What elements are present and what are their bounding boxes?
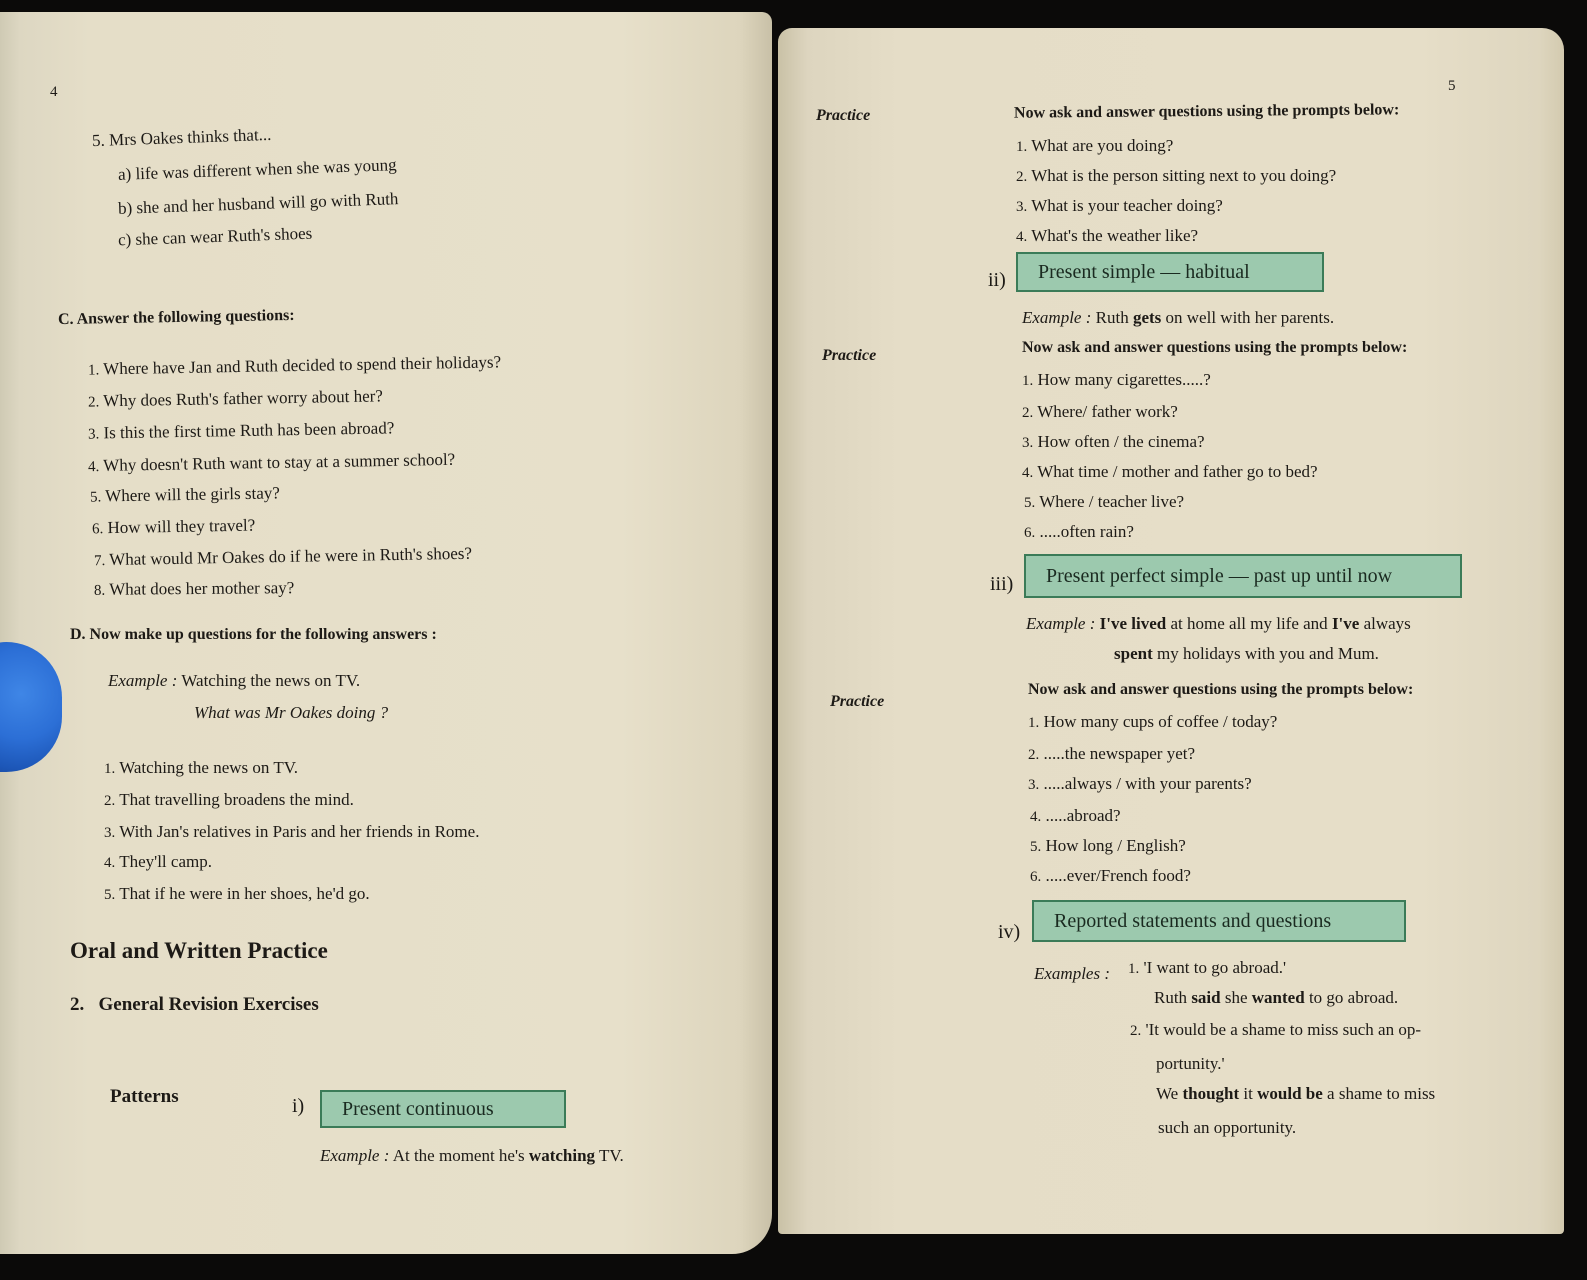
page-number: 5 bbox=[1448, 78, 1456, 94]
example-quote-cont: portunity.' bbox=[1156, 1054, 1225, 1073]
example-reported: We thought it would be a shame to miss bbox=[1156, 1084, 1436, 1103]
list-item: 4. .....abroad? bbox=[1030, 806, 1121, 825]
pattern-box: Present simple — habitual bbox=[1016, 252, 1324, 292]
list-item: 1. What are you doing? bbox=[1016, 136, 1174, 155]
thumb bbox=[0, 642, 62, 772]
left-page bbox=[0, 12, 772, 1254]
patterns-label: Patterns bbox=[110, 1086, 179, 1107]
list-item: 2. What is the person sitting next to you doing? bbox=[1016, 166, 1337, 185]
list-item: 4. They'll camp. bbox=[104, 852, 212, 871]
list-item: 5. How long / English? bbox=[1030, 836, 1186, 855]
list-item: 6. .....ever/French food? bbox=[1030, 866, 1191, 885]
section-c-heading: C. Answer the following questions: bbox=[57, 306, 295, 329]
list-item: 4. What's the weather like? bbox=[1016, 226, 1199, 245]
list-item: 4. What time / mother and father go to bed? bbox=[1022, 462, 1318, 481]
list-item: 1. How many cigarettes.....? bbox=[1022, 370, 1211, 389]
list-item: 6. .....often rain? bbox=[1024, 522, 1134, 541]
list-item: 3. With Jan's relatives in Paris and her friends in Rome. bbox=[104, 822, 480, 841]
list-item: 3. What is your teacher doing? bbox=[1016, 196, 1223, 215]
list-item: 5. Where will the girls stay? bbox=[89, 483, 281, 506]
example-line: Example : At the moment he's watching TV. bbox=[320, 1146, 624, 1165]
option-a: a) life was different when she was young bbox=[117, 155, 397, 184]
list-item: 3. .....always / with your parents? bbox=[1028, 774, 1252, 793]
list-item: 2. Where/ father work? bbox=[1022, 402, 1178, 421]
page-number: 4 bbox=[50, 84, 58, 100]
practice-heading: Now ask and answer questions using the prompts below: bbox=[1028, 681, 1414, 698]
list-item: 1. How many cups of coffee / today? bbox=[1028, 712, 1278, 731]
list-item: 2. Why does Ruth's father worry about her? bbox=[87, 386, 384, 411]
practice-label: Practice bbox=[830, 693, 885, 710]
list-item: 7. What would Mr Oakes do if he were in Ruth's shoes? bbox=[93, 543, 473, 570]
pattern-box: Present continuous bbox=[320, 1090, 566, 1128]
list-item: 5. Where / teacher live? bbox=[1024, 492, 1185, 511]
practice-heading: Now ask and answer questions using the prompts below: bbox=[1022, 339, 1408, 356]
section-d-heading: D. Now make up questions for the following answers : bbox=[70, 626, 437, 643]
example-line: Example : Ruth gets on well with her parents. bbox=[1022, 308, 1335, 327]
option-b: b) she and her husband will go with Ruth bbox=[117, 189, 399, 218]
pattern-numeral: iii) bbox=[990, 573, 1014, 595]
list-item: 3. How often / the cinema? bbox=[1022, 432, 1205, 451]
example-line: spent my holidays with you and Mum. bbox=[1114, 644, 1379, 663]
list-item: 5. That if he were in her shoes, he'd go. bbox=[104, 884, 370, 903]
example-quote: 1. 'I want to go abroad.' bbox=[1128, 958, 1287, 977]
practice-heading: Now ask and answer questions using the prompts below: bbox=[1013, 101, 1400, 122]
pattern-box: Present perfect simple — past up until now bbox=[1024, 554, 1462, 598]
practice-label: Practice bbox=[822, 347, 877, 364]
pattern-numeral: i) bbox=[292, 1095, 305, 1117]
list-item: 6. How will they travel? bbox=[91, 515, 256, 538]
oral-practice-heading: Oral and Written Practice bbox=[70, 938, 328, 963]
example-question: What was Mr Oakes doing ? bbox=[194, 703, 389, 722]
practice-label: Practice bbox=[816, 107, 871, 124]
example-line: Example : Watching the news on TV. bbox=[108, 671, 361, 690]
examples-label: Examples : bbox=[1034, 964, 1111, 983]
list-item: 2. .....the newspaper yet? bbox=[1028, 744, 1196, 763]
revision-heading: 2. General Revision Exercises bbox=[70, 994, 319, 1015]
pattern-numeral: iv) bbox=[998, 921, 1021, 943]
list-item: 2. That travelling broadens the mind. bbox=[104, 790, 354, 809]
list-item: 1. Where have Jan and Ruth decided to spend their holidays? bbox=[87, 352, 502, 379]
pattern-numeral: ii) bbox=[988, 269, 1006, 291]
example-quote: 2. 'It would be a shame to miss such an op- bbox=[1130, 1020, 1421, 1039]
question-stem: 5. Mrs Oakes thinks that... bbox=[91, 124, 272, 151]
list-item: 1. Watching the news on TV. bbox=[104, 758, 299, 777]
pattern-box: Reported statements and questions bbox=[1032, 900, 1406, 942]
list-item: 3. Is this the first time Ruth has been abroad? bbox=[87, 418, 395, 443]
example-reported-cont: such an opportunity. bbox=[1158, 1118, 1297, 1137]
option-c: c) she can wear Ruth's shoes bbox=[117, 223, 313, 250]
right-page bbox=[778, 28, 1564, 1234]
example-reported: Ruth said she wanted to go abroad. bbox=[1154, 988, 1399, 1007]
list-item: 4. Why doesn't Ruth want to stay at a summer school? bbox=[87, 449, 456, 476]
list-item: 8. What does her mother say? bbox=[93, 578, 295, 599]
example-line: Example : I've lived at home all my life and I've always bbox=[1026, 614, 1411, 633]
